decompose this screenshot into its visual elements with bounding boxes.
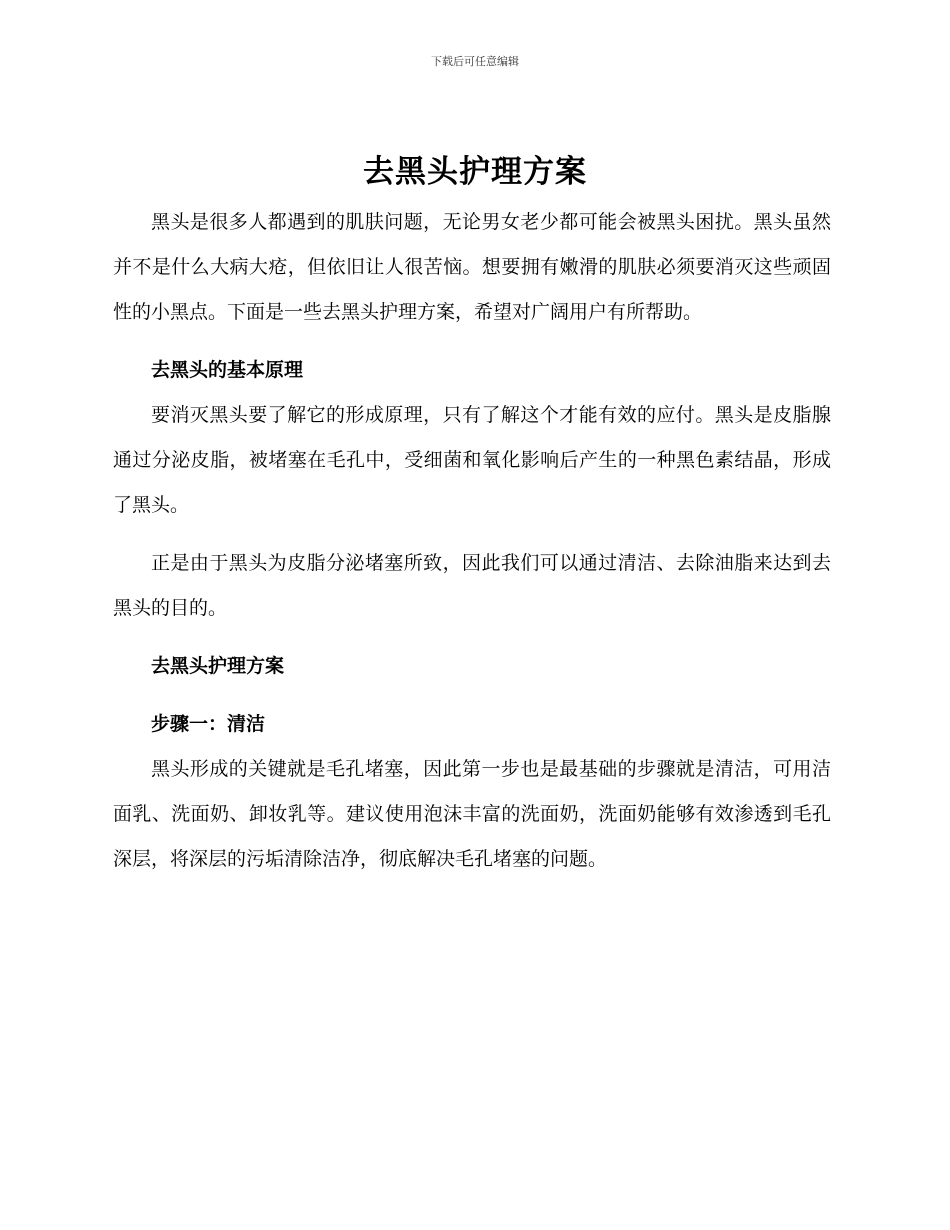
intro-paragraph: 黑头是很多人都遇到的肌肤问题，无论男女老少都可能会被黑头困扰。黑头虽然并不是什么大病大疮，但依旧让人很苦恼。想要拥有嫩滑的肌肤必须要消灭这些顽固性的小黑点。下面是一些去黑头护理方案，希望对广阔用户有所帮助。	[113, 211, 831, 323]
step-heading-clean: 步骤一：清洁	[151, 713, 266, 735]
header-note: 下载后可任意编辑	[431, 55, 519, 68]
principle-paragraph-1: 要消灭黑头要了解它的形成原理，只有了解这个才能有效的应付。黑头是皮脂腺通过分泌皮脂，被堵塞在毛孔中，受细菌和氧化影响后产生的一种黑色素结晶，形成了黑头。	[113, 404, 831, 516]
step-clean-paragraph: 黑头形成的关键就是毛孔堵塞，因此第一步也是最基础的步骤就是清洁，可用洁面乳、洗面奶、卸妆乳等。建议使用泡沫丰富的洗面奶，洗面奶能够有效渗透到毛孔深层，将深层的污垢清除洁净，彻底解决毛孔堵塞的问题。	[113, 758, 831, 870]
document-title: 去黑头护理方案	[363, 154, 587, 190]
section-heading-principle: 去黑头的基本原理	[151, 359, 304, 381]
section-heading-plan: 去黑头护理方案	[151, 655, 285, 677]
paragraph-gap	[113, 528, 831, 541]
document-body	[113, 200, 831, 882]
principle-paragraph-2: 正是由于黑头为皮脂分泌堵塞所致，因此我们可以通过清洁、去除油脂来达到去黑头的目的。	[113, 552, 831, 619]
